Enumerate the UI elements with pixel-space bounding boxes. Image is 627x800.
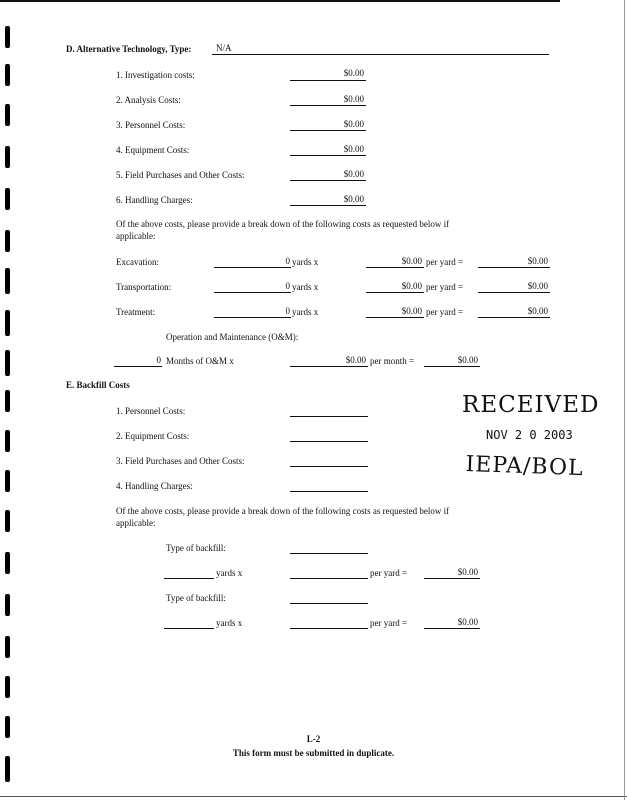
received-stamp-agency: IEPA/BOL bbox=[465, 452, 584, 482]
blank-underline bbox=[290, 441, 368, 442]
om-rate-label: per month = bbox=[370, 356, 415, 366]
binder-hole bbox=[5, 146, 10, 168]
binder-hole bbox=[5, 510, 10, 532]
rate-underline bbox=[366, 292, 424, 293]
d-item-value: $0.00 bbox=[343, 194, 364, 204]
type-underline bbox=[212, 54, 549, 55]
d-item-label: 4. Equipment Costs: bbox=[116, 145, 190, 155]
scan-top-edge bbox=[0, 0, 560, 2]
received-stamp: RECEIVED bbox=[462, 392, 600, 418]
section-d-type-value: N/A bbox=[216, 43, 232, 53]
value-underline bbox=[290, 130, 366, 131]
d-item-value: $0.00 bbox=[343, 119, 364, 129]
qty-underline bbox=[214, 317, 291, 318]
e-item-label: 3. Field Purchases and Other Costs: bbox=[116, 456, 245, 466]
total-underline bbox=[424, 578, 480, 579]
breakdown-rate: $0.00 bbox=[401, 306, 422, 316]
blank-underline bbox=[290, 416, 368, 417]
e-item-label: 4. Handling Charges: bbox=[116, 481, 193, 491]
rate-underline bbox=[366, 267, 424, 268]
binder-hole bbox=[5, 350, 10, 376]
value-underline bbox=[290, 105, 366, 106]
d-item-value: $0.00 bbox=[343, 94, 364, 104]
breakdown-row-label: Excavation: bbox=[116, 257, 159, 267]
backfill-type-label: Type of backfill: bbox=[166, 593, 226, 603]
om-total-underline bbox=[424, 366, 480, 367]
breakdown-total: $0.00 bbox=[527, 306, 548, 316]
binder-hole bbox=[5, 676, 10, 698]
per-yard-label: per yard = bbox=[370, 568, 408, 578]
qty-underline bbox=[214, 292, 291, 293]
om-months-label: Months of O&M x bbox=[166, 356, 234, 366]
blank-underline bbox=[290, 553, 368, 554]
blank-underline bbox=[290, 603, 368, 604]
d-item-label: 2. Analysis Costs: bbox=[116, 95, 181, 105]
breakdown-qty-unit: yards x bbox=[292, 282, 319, 292]
binder-hole bbox=[5, 390, 10, 412]
value-underline bbox=[290, 180, 366, 181]
e-breakdown-note: Of the above costs, please provide a break down of the following costs as requested below if bbox=[116, 506, 450, 516]
backfill-total: $0.00 bbox=[457, 567, 478, 577]
d-item-value: $0.00 bbox=[343, 68, 364, 78]
value-underline bbox=[290, 205, 366, 206]
binder-hole bbox=[5, 470, 10, 492]
e-item-label: 1. Personnel Costs: bbox=[116, 406, 186, 416]
om-months-value: 0 bbox=[156, 355, 161, 365]
scan-bottom-edge bbox=[0, 796, 627, 797]
om-total-value: $0.00 bbox=[457, 355, 478, 365]
value-underline bbox=[290, 80, 366, 81]
total-underline bbox=[478, 317, 550, 318]
total-underline bbox=[478, 267, 550, 268]
blank-underline bbox=[290, 491, 368, 492]
om-heading: Operation and Maintenance (O&M): bbox=[166, 332, 299, 342]
breakdown-rate-unit: per yard = bbox=[426, 282, 464, 292]
section-d-heading: D. Alternative Technology, Type: bbox=[66, 44, 192, 54]
rate-underline bbox=[290, 578, 368, 579]
d-item-value: $0.00 bbox=[343, 144, 364, 154]
total-underline bbox=[478, 292, 550, 293]
value-underline bbox=[290, 155, 366, 156]
yards-label: yards x bbox=[216, 618, 243, 628]
breakdown-qty: 0 bbox=[285, 256, 290, 266]
d-breakdown-note: Of the above costs, please provide a break down of the following costs as requested below if bbox=[116, 219, 450, 229]
breakdown-rate-unit: per yard = bbox=[426, 307, 464, 317]
binder-hole bbox=[5, 230, 10, 252]
d-breakdown-note-cont: applicable: bbox=[116, 231, 156, 241]
section-e-heading: E. Backfill Costs bbox=[66, 380, 130, 390]
breakdown-rate: $0.00 bbox=[401, 256, 422, 266]
total-underline bbox=[424, 628, 480, 629]
e-item-label: 2. Equipment Costs: bbox=[116, 431, 190, 441]
d-item-label: 3. Personnel Costs: bbox=[116, 120, 186, 130]
om-rate-value: $0.00 bbox=[345, 355, 366, 365]
per-yard-label: per yard = bbox=[370, 618, 408, 628]
om-months-underline bbox=[114, 366, 162, 367]
yards-underline bbox=[164, 628, 214, 629]
received-stamp-date: NOV 2 0 2003 bbox=[486, 428, 573, 442]
breakdown-row-label: Transportation: bbox=[116, 282, 172, 292]
breakdown-qty: 0 bbox=[285, 281, 290, 291]
qty-underline bbox=[214, 267, 291, 268]
yards-underline bbox=[164, 578, 214, 579]
breakdown-total: $0.00 bbox=[527, 256, 548, 266]
binder-hole bbox=[5, 552, 10, 574]
breakdown-qty-unit: yards x bbox=[292, 257, 319, 267]
yards-label: yards x bbox=[216, 568, 243, 578]
binder-hole bbox=[5, 26, 10, 48]
d-item-label: 1. Investigation costs: bbox=[116, 70, 195, 80]
breakdown-total: $0.00 bbox=[527, 281, 548, 291]
d-item-label: 6. Handling Charges: bbox=[116, 195, 193, 205]
breakdown-qty-unit: yards x bbox=[292, 307, 319, 317]
scan-right-edge bbox=[624, 0, 625, 800]
breakdown-row-label: Treatment: bbox=[116, 307, 156, 317]
e-breakdown-note-cont: applicable: bbox=[116, 518, 156, 528]
binder-hole bbox=[5, 188, 10, 210]
footer-note: This form must be submitted in duplicate. bbox=[232, 748, 395, 758]
backfill-type-label: Type of backfill: bbox=[166, 543, 226, 553]
backfill-total: $0.00 bbox=[457, 617, 478, 627]
om-rate-underline bbox=[290, 366, 368, 367]
binder-hole bbox=[5, 636, 10, 658]
binder-hole bbox=[5, 64, 10, 86]
binder-hole bbox=[5, 268, 10, 294]
binder-hole bbox=[5, 594, 10, 616]
binder-hole bbox=[5, 104, 10, 126]
binder-hole bbox=[5, 756, 10, 782]
binder-hole bbox=[5, 430, 10, 452]
rate-underline bbox=[290, 628, 368, 629]
page-number: L-2 bbox=[306, 734, 321, 744]
rate-underline bbox=[366, 317, 424, 318]
d-item-value: $0.00 bbox=[343, 169, 364, 179]
blank-underline bbox=[290, 466, 368, 467]
binder-hole bbox=[5, 310, 10, 336]
breakdown-rate: $0.00 bbox=[401, 281, 422, 291]
breakdown-rate-unit: per yard = bbox=[426, 257, 464, 267]
d-item-label: 5. Field Purchases and Other Costs: bbox=[116, 170, 245, 180]
breakdown-qty: 0 bbox=[285, 306, 290, 316]
